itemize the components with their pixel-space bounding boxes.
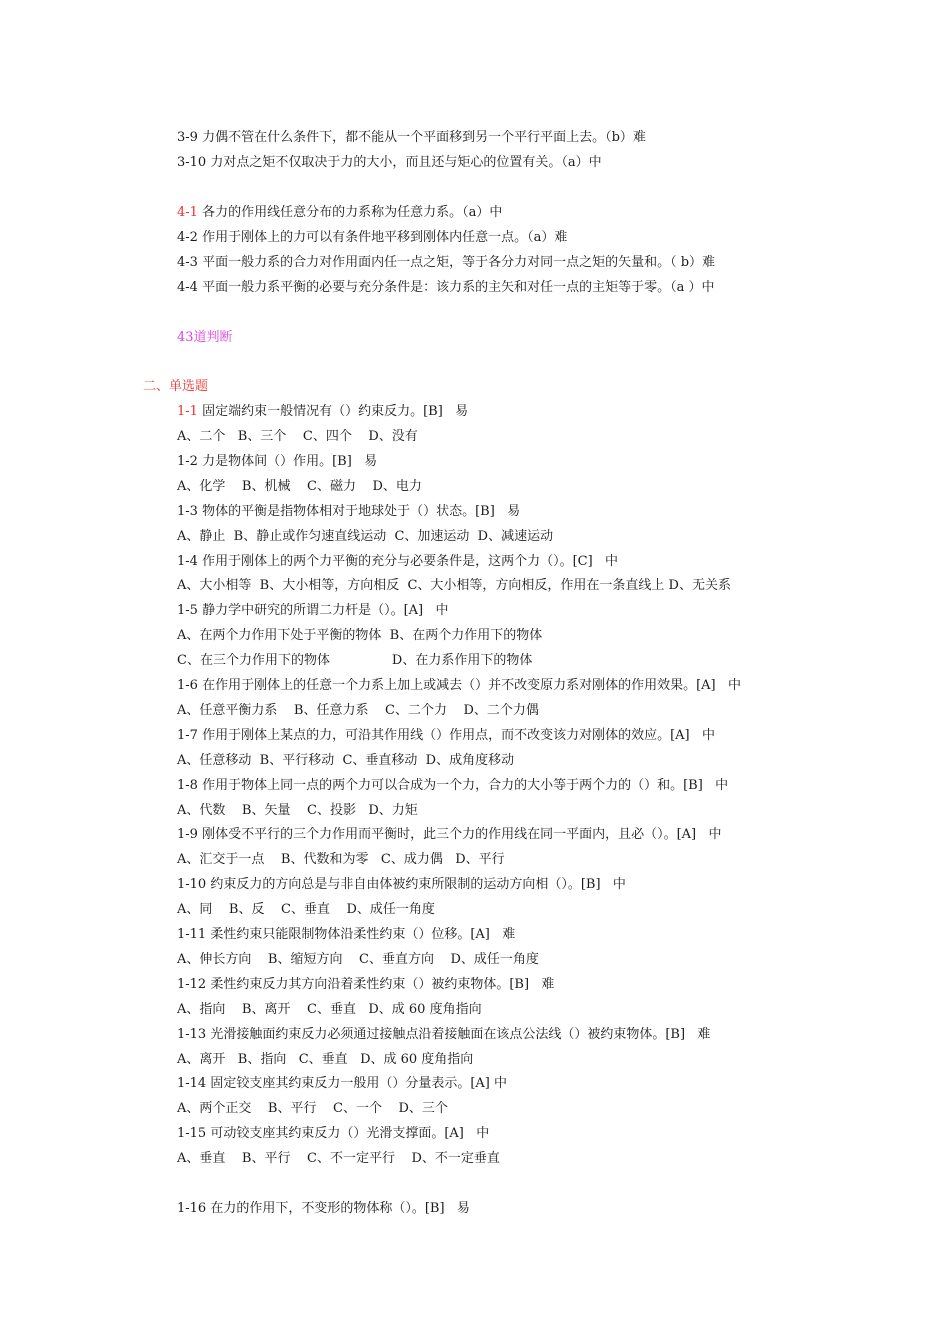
option-line: A、二个 B、三个 C、四个 D、没有: [177, 429, 418, 444]
option-line: A、任意移动 B、平行移动 C、垂直移动 D、成角度移动: [177, 753, 515, 768]
option-line: A、垂直 B、平行 C、不一定平行 D、不一定垂直: [177, 1151, 500, 1166]
question-line: 1-6 在作用于刚体上的任意一个力系上加上或减去（）并不改变原力系对刚体的作用效果。[A] 中: [177, 678, 741, 693]
section-title: 二、单选题: [143, 379, 209, 394]
option-line: A、指向 B、离开 C、垂直 D、成 60 度角指向: [177, 1002, 482, 1017]
question-line: 1-7 作用于刚体上某点的力，可沿其作用线（）作用点，而不改变该力对刚体的效应。[A] 中: [177, 728, 715, 743]
option-line: A、离开 B、指向 C、垂直 D、成 60 度角指向: [177, 1052, 474, 1067]
item-number-highlight: 4-1: [177, 205, 198, 220]
option-line: A、伸长方向 B、缩短方向 C、垂直方向 D、成任一角度: [177, 952, 539, 967]
question-line: 1-15 可动铰支座其约束反力（）光滑支撑面。[A] 中: [177, 1126, 490, 1141]
question-line: 1-4 作用于刚体上的两个力平衡的充分与必要条件是，这两个力（）。[C] 中: [177, 554, 619, 569]
option-line: A、代数 B、矢量 C、投影 D、力矩: [177, 803, 418, 818]
question-1-16: 1-16 在力的作用下，不变形的物体称（）。[B] 易: [177, 1201, 470, 1216]
question-line: 1-3 物体的平衡是指物体相对于地球处于（）状态。[B] 易: [177, 504, 521, 519]
judgment-item-3-10: 3-10 力对点之矩不仅取决于力的大小，而且还与矩心的位置有关。（a）中: [177, 155, 602, 170]
question-line: 1-2 力是物体间（）作用。[B] 易: [177, 454, 378, 469]
question-line: 1-14 固定铰支座其约束反力一般用（）分量表示。[A] 中: [177, 1076, 508, 1091]
option-line: A、任意平衡力系 B、任意力系 C、二个力 D、二个力偶: [177, 703, 539, 718]
question-line: 1-5 静力学中研究的所谓二力杆是（）。[A] 中: [177, 603, 449, 618]
question-line: 1-9 刚体受不平行的三个力作用而平衡时，此三个力的作用线在同一平面内，且必（）。[A] 中: [177, 827, 722, 842]
judgment-item-4-3: 4-3 平面一般力系的合力对作用面内任一点之矩，等于各分力对同一点之矩的矢量和。（ b）难: [177, 255, 716, 270]
option-line: A、同 B、反 C、垂直 D、成任一角度: [177, 902, 435, 917]
option-line: A、在两个力作用下处于平衡的物体 B、在两个力作用下的物体: [177, 628, 543, 643]
option-line: C、在三个力作用下的物体 D、在力系作用下的物体: [177, 653, 533, 668]
question-line: 1-11 柔性约束只能限制物体沿柔性约束（）位移。[A] 难: [177, 927, 516, 942]
question-line: 1-13 光滑接触面约束反力必须通过接触点沿着接触面在该点公法线（）被约束物体。[B] 难: [177, 1027, 711, 1042]
question-line: 1-12 柔性约束反力其方向沿着柔性约束（）被约束物体。[B] 难: [177, 977, 555, 992]
question-line: 1-10 约束反力的方向总是与非自由体被约束所限制的运动方向相（）。[B] 中: [177, 877, 626, 892]
option-line: A、大小相等 B、大小相等，方向相反 C、大小相等，方向相反，作用在一条直线上 D、无关系: [177, 578, 731, 593]
item-number-highlight: 1-1: [177, 404, 198, 419]
option-line: A、静止 B、静止或作匀速直线运动 C、加速运动 D、减速运动: [177, 529, 554, 544]
judgment-item-4-4: 4-4 平面一般力系平衡的必要与充分条件是：该力系的主矢和对任一点的主矩等于零。（a ）中: [177, 280, 715, 295]
option-line: A、化学 B、机械 C、磁力 D、电力: [177, 479, 422, 494]
question-1-1: 1-1 固定端约束一般情况有（）约束反力。[B] 易: [177, 404, 469, 419]
judgment-item-4-2: 4-2 作用于刚体上的力可以有条件地平移到刚体内任意一点。（a）难: [177, 230, 568, 245]
judgment-item-3-9: 3-9 力偶不管在什么条件下，都不能从一个平面移到另一个平行平面上去。（b）难: [177, 130, 646, 145]
option-line: A、汇交于一点 B、代数和为零 C、成力偶 D、平行: [177, 852, 505, 867]
option-line: A、两个正交 B、平行 C、一个 D、三个: [177, 1101, 448, 1116]
question-line: 1-8 作用于物体上同一点的两个力可以合成为一个力，合力的大小等于两个力的（）和。[B] 中: [177, 778, 729, 793]
judgment-count-note: 43道判断: [177, 330, 233, 345]
judgment-item-4-1: 4-1 各力的作用线任意分布的力系称为任意力系。（a）中: [177, 205, 503, 220]
